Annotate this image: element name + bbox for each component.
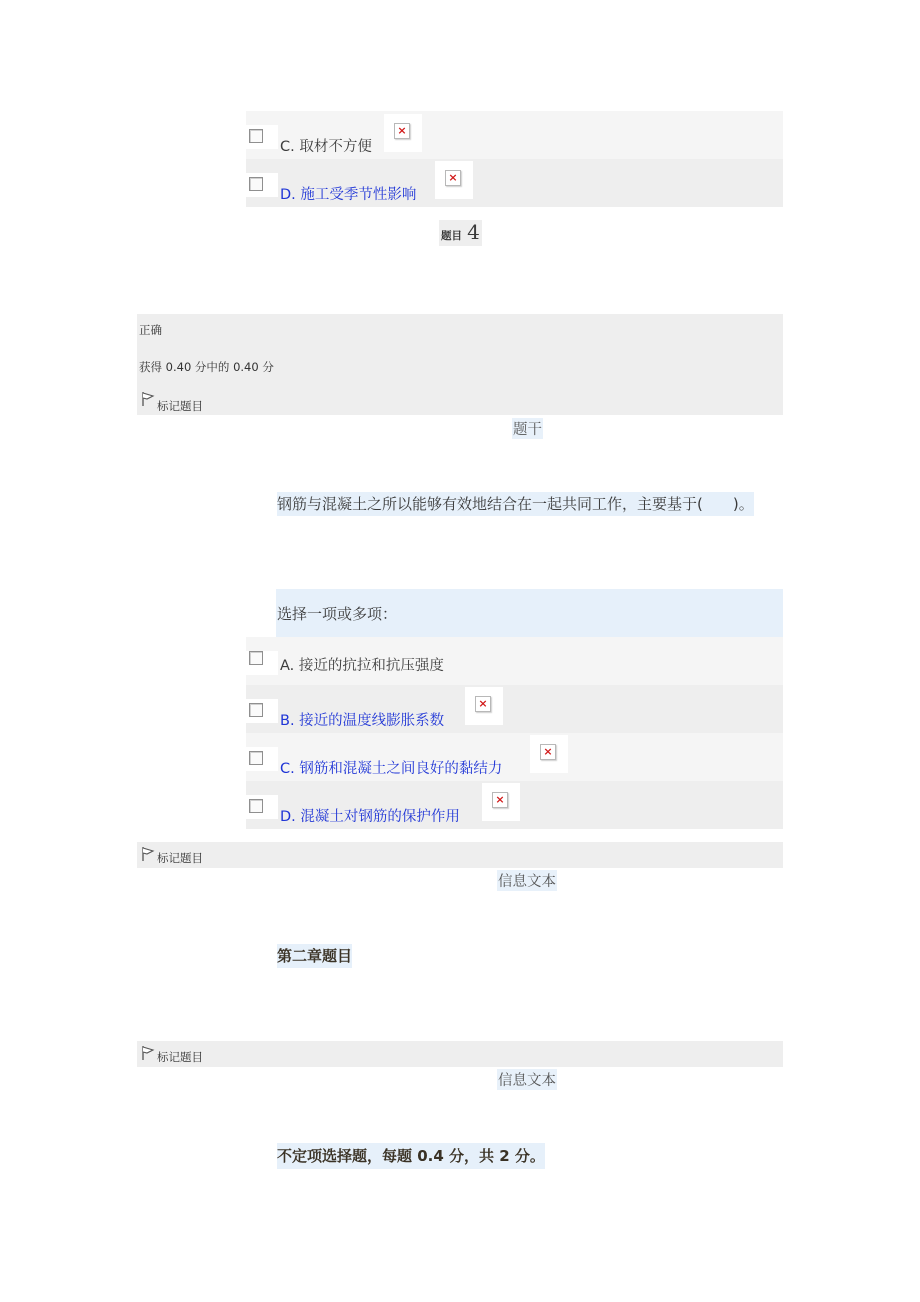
- checkbox-icon[interactable]: [249, 129, 263, 143]
- broken-image-icon: ×: [482, 783, 520, 821]
- flag-question-link[interactable]: 标记题目: [137, 390, 257, 412]
- option-row-c: [246, 733, 783, 781]
- checkbox-icon[interactable]: [249, 751, 263, 765]
- chapter-title: 第二章题目: [277, 944, 352, 968]
- option-row-c-prev: [246, 111, 783, 159]
- flag-icon: [141, 391, 155, 407]
- option-text: D. 混凝土对钢筋的保护作用: [280, 809, 460, 825]
- broken-image-icon: ×: [384, 114, 422, 152]
- info-text-label: 信息文本: [497, 1069, 557, 1090]
- flag-question-link[interactable]: 标记题目: [137, 842, 783, 868]
- broken-image-icon: ×: [530, 735, 568, 773]
- option-row-d-prev: [246, 159, 783, 207]
- option-text: D. 施工受季节性影响: [280, 187, 417, 203]
- info-text-label: 信息文本: [497, 870, 557, 891]
- flag-icon: [141, 1045, 155, 1061]
- checkbox-icon[interactable]: [249, 799, 263, 813]
- question-text: 钢筋与混凝土之所以能够有效地结合在一起共同工作，主要基于( )。: [277, 492, 754, 516]
- question-grade: 获得 0.40 分中的 0.40 分: [139, 360, 274, 374]
- question-state: 正确: [139, 323, 162, 337]
- option-row-b: [246, 685, 783, 733]
- option-text: A. 接近的抗拉和抗压强度: [280, 658, 444, 674]
- checkbox-icon[interactable]: [249, 177, 263, 191]
- flag-icon: [141, 846, 155, 862]
- broken-image-icon: ×: [465, 687, 503, 725]
- flag-question-link[interactable]: 标记题目: [137, 1041, 783, 1067]
- option-text: B. 接近的温度线膨胀系数: [280, 713, 445, 729]
- broken-image-icon: ×: [435, 161, 473, 199]
- option-text: C. 钢筋和混凝土之间良好的黏结力: [280, 761, 503, 777]
- option-row-a: [246, 637, 783, 685]
- question-stem-label: 题干: [512, 418, 543, 439]
- question-number: 题目 4: [441, 220, 480, 244]
- question-info-panel: [137, 314, 783, 415]
- checkbox-icon[interactable]: [249, 703, 263, 717]
- option-row-d: [246, 781, 783, 829]
- section-instructions: 不定项选择题，每题 0.4 分，共 2 分。: [277, 1143, 545, 1169]
- option-text: C. 取材不方便: [280, 139, 372, 155]
- answer-prompt: 选择一项或多项：: [276, 589, 783, 637]
- checkbox-icon[interactable]: [249, 651, 263, 665]
